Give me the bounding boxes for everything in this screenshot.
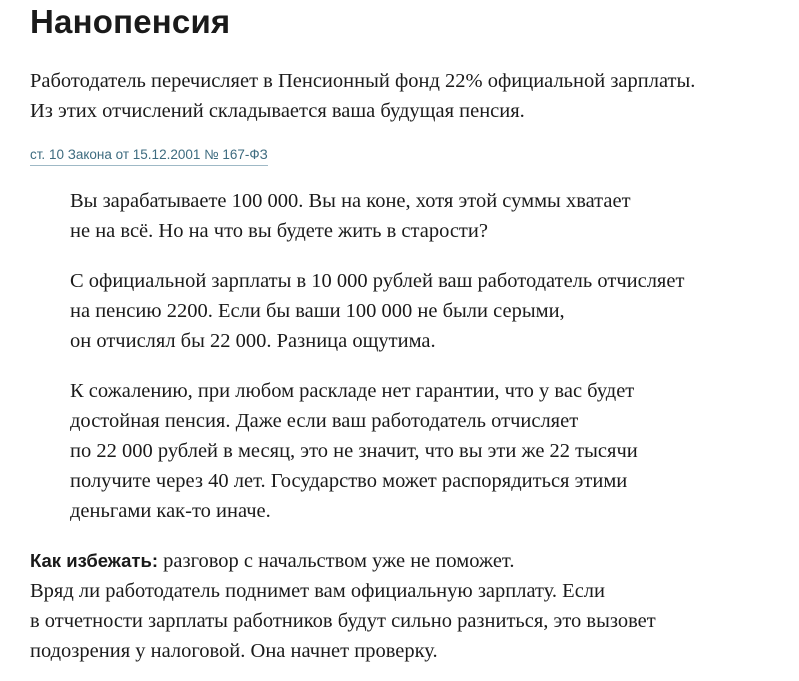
law-reference-link[interactable]: ст. 10 Закона от 15.12.2001 № 167-ФЗ — [30, 146, 268, 166]
avoid-first-line — [30, 546, 790, 576]
quote-line: по 22 000 рублей в месяц, это не значит, что вы эти же 22 тысячи — [70, 440, 638, 462]
intro-line: Работодатель перечисляет в Пенсионный фонд 22% официальной зарплаты. — [30, 70, 696, 92]
quote-paragraph — [70, 186, 790, 246]
quote-paragraph — [70, 376, 790, 526]
quote-line: достойная пенсия. Даже если ваш работодатель отчисляет — [70, 410, 579, 432]
quote-line: на пенсию 2200. Если бы ваши 100 000 не были серыми, — [70, 300, 565, 322]
how-to-avoid-paragraph — [30, 546, 790, 666]
quote-line: К сожалению, при любом раскладе нет гарантии, что у вас будет — [70, 380, 635, 402]
quote-line: Вы зарабатываете 100 000. Вы на коне, хотя этой суммы хватает — [70, 190, 631, 212]
avoid-first-line-text: разговор с начальством уже не поможет. — [163, 550, 515, 572]
indented-quote-block — [70, 186, 790, 526]
intro-line: Из этих отчислений складывается ваша будущая пенсия. — [30, 100, 525, 122]
avoid-line: Вряд ли работодатель поднимет вам официальную зарплату. Если — [30, 580, 606, 602]
quote-line: не на всё. Но на что вы будете жить в старости? — [70, 220, 488, 242]
quote-line: получите через 40 лет. Государство может распорядиться этими — [70, 470, 628, 492]
page-title: Нанопенсия — [30, 3, 231, 40]
quote-line: С официальной зарплаты в 10 000 рублей ваш работодатель отчисляет — [70, 270, 685, 292]
article — [30, 0, 790, 666]
quote-line: он отчислял бы 22 000. Разница ощутима. — [70, 330, 436, 352]
avoid-label: Как избежать: — [30, 550, 159, 571]
quote-paragraph — [70, 266, 790, 356]
quote-line: деньгами как-то иначе. — [70, 500, 271, 522]
avoid-line: в отчетности зарплаты работников будут сильно разниться, это вызовет — [30, 610, 656, 632]
intro-paragraph — [30, 66, 790, 126]
avoid-line: подозрения у налоговой. Она начнет проверку. — [30, 640, 438, 662]
